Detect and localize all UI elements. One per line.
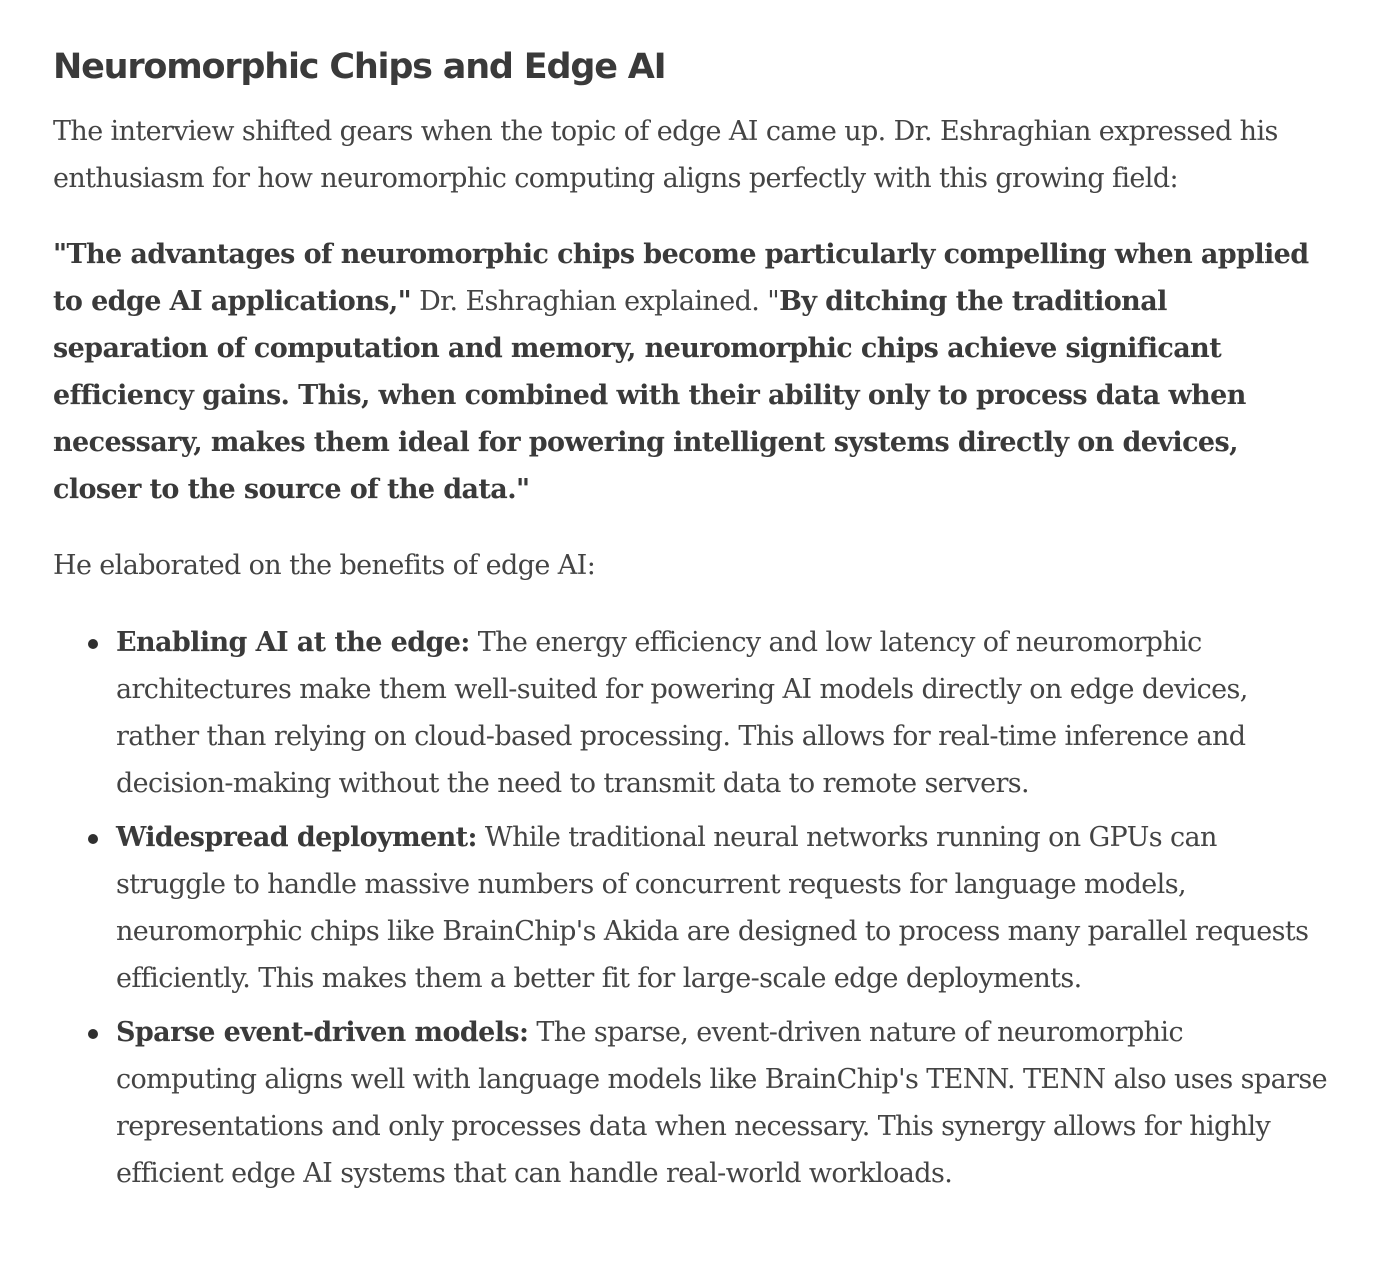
benefits-list	[53, 619, 1328, 1197]
list-item-term: Enabling AI at the edge:	[116, 627, 470, 658]
quote-part-1: "The advantages of neuromorphic chips become particularly compelling when applied to edge AI applications,"	[53, 239, 1309, 317]
list-item-term: Sparse event-driven models:	[116, 1017, 529, 1048]
list-item	[116, 1009, 1328, 1197]
intro-paragraph: The interview shifted gears when the topic of edge AI came up. Dr. Eshraghian expressed his enthusiasm for how neuromorphic computing aligns perfectly with this growing field:	[53, 116, 1278, 194]
list-item	[116, 814, 1328, 1002]
quote-attribution: Dr. Eshraghian explained. "	[411, 286, 780, 317]
bullet-icon	[88, 834, 98, 844]
lead-paragraph: He elaborated on the benefits of edge AI:	[53, 550, 596, 581]
list-item-text: While traditional neural networks running on GPUs can struggle to handle massive numbers of concurrent requests for language models, neuromorphic chips like BrainChip's Akida are designed to process many parallel requests efficiently. This makes them a better fit for large-scale edge deployments.	[116, 822, 1309, 994]
bullet-icon	[88, 639, 98, 649]
list-item-text: The energy efficiency and low latency of neuromorphic architectures make them well-suited for powering AI models directly on edge devices, rather than relying on cloud-based processing. This allows for real-time inference and decision-making without the need to transmit data to remote servers.	[116, 627, 1248, 799]
bullet-icon	[88, 1029, 98, 1039]
quote-paragraph	[53, 231, 1328, 513]
list-item-term: Widespread deployment:	[116, 822, 477, 853]
quote-part-2: By ditching the traditional separation of computation and memory, neuromorphic chips achieve significant efficiency gains. This, when combined with their ability only to process data when necessary, makes them ideal for powering intelligent systems directly on devices, closer to the source of the data."	[53, 286, 1246, 505]
list-item	[116, 619, 1328, 807]
article-section	[53, 0, 1328, 1204]
section-heading: Neuromorphic Chips and Edge AI	[53, 47, 666, 87]
list-item-text: The sparse, event-driven nature of neuromorphic computing aligns well with language models like BrainChip's TENN. TENN also uses sparse representations and only processes data when necessary. This synergy allows for highly efficient edge AI systems that can handle real-world workloads.	[116, 1017, 1328, 1189]
